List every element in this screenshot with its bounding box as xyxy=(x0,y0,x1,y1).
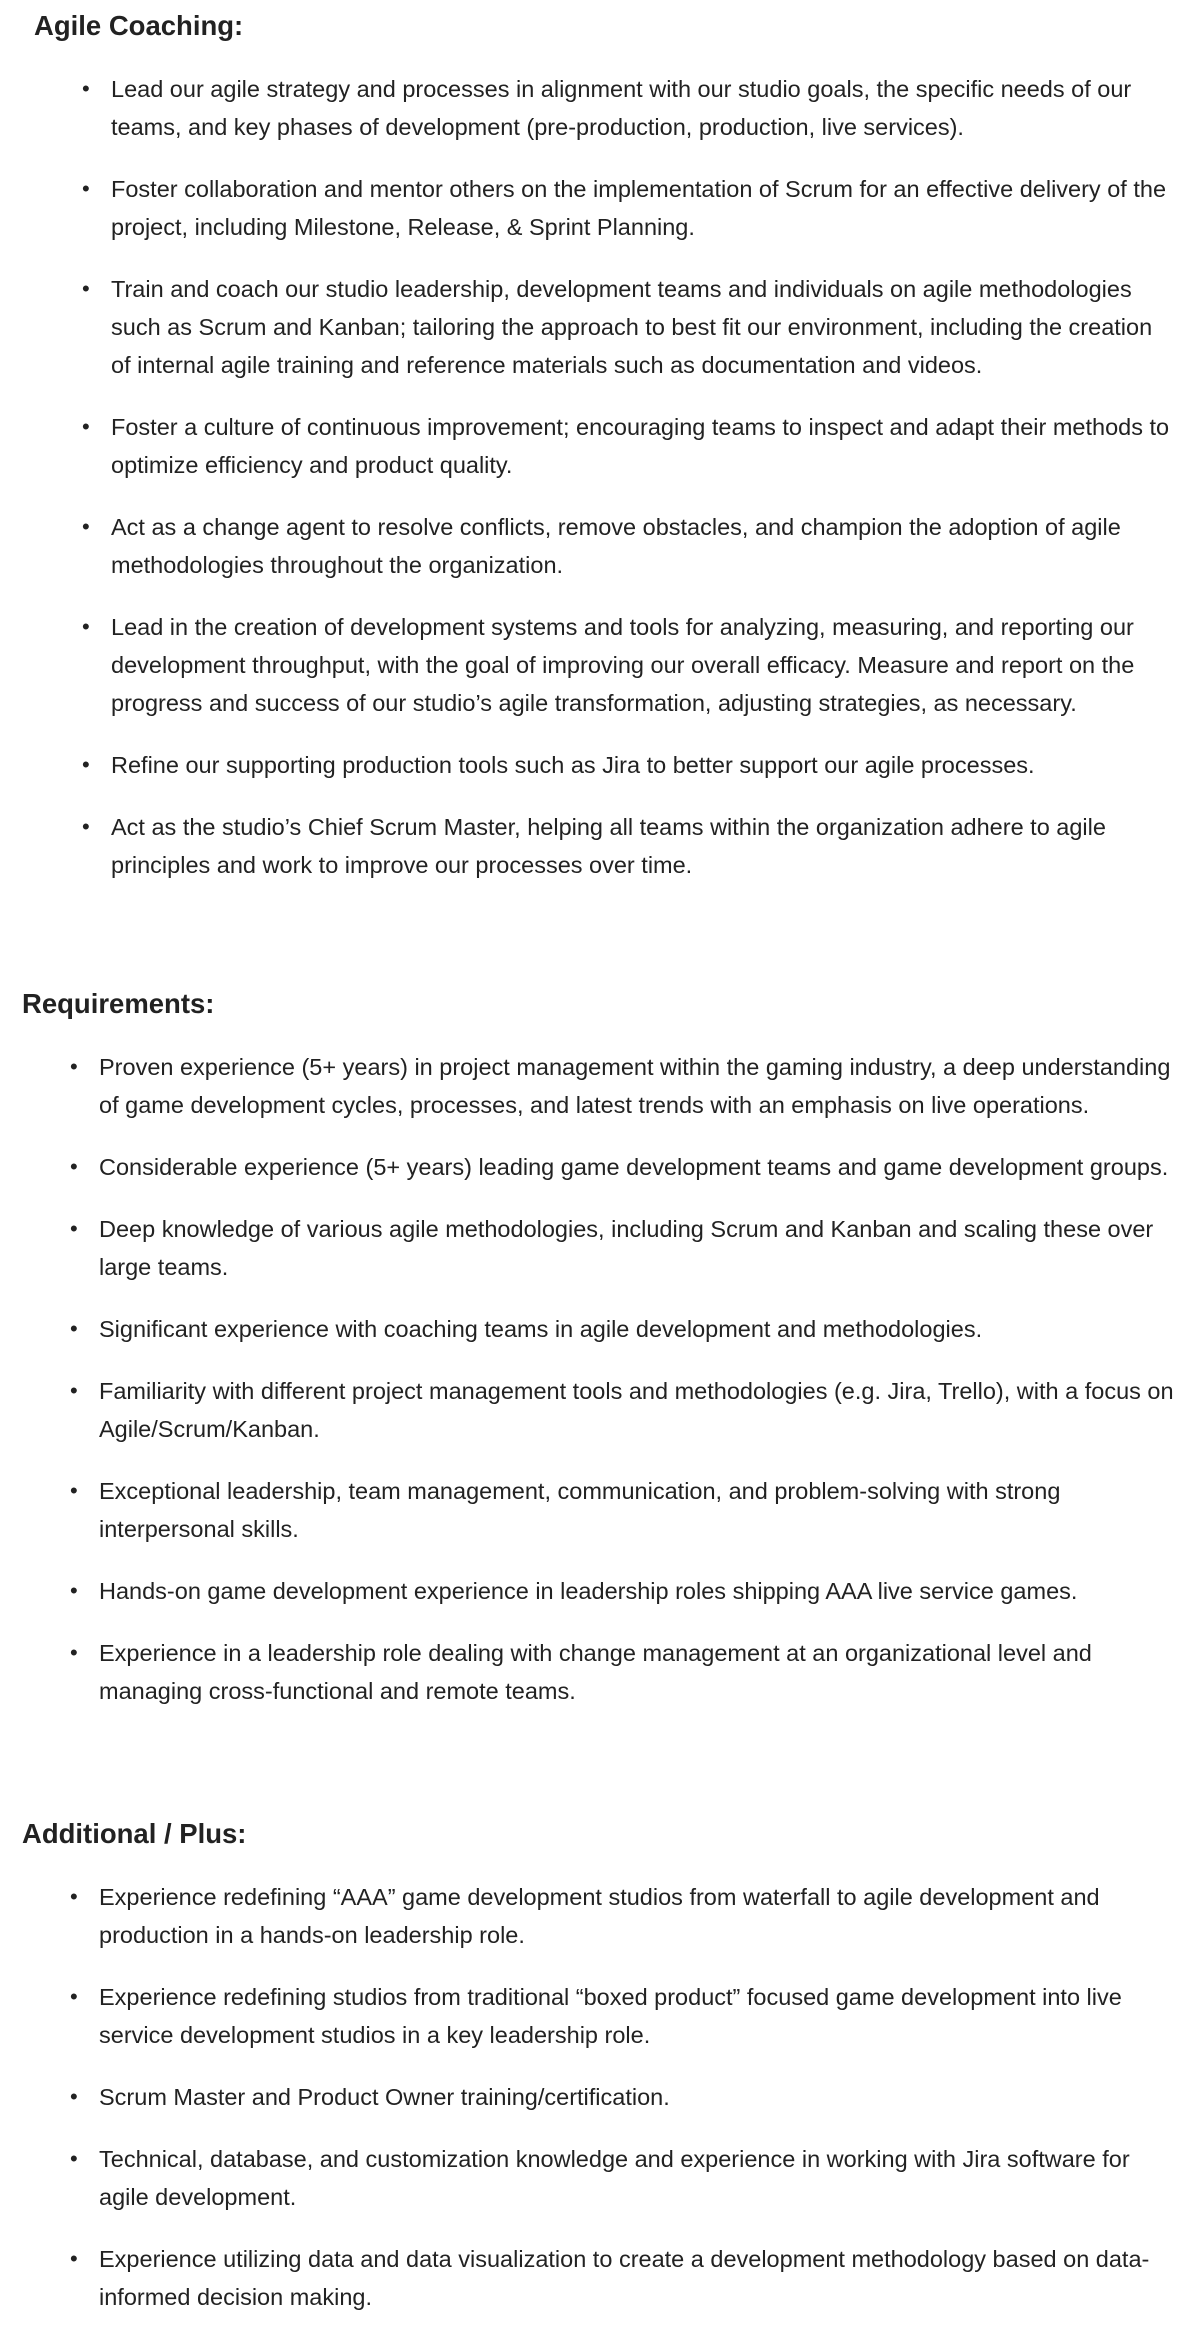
list-item-text: Proven experience (5+ years) in project management within the gaming industry, a deep understanding of game development cycles, processes, and latest trends with an emphasis on live operations. xyxy=(99,1054,1171,1118)
list-item-text: Experience redefining “AAA” game development studios from waterfall to agile development and production in a hands-on leadership role. xyxy=(99,1884,1100,1948)
bullet-icon: • xyxy=(70,1640,78,1665)
list-item-text: Considerable experience (5+ years) leading game development teams and game development groups. xyxy=(99,1154,1169,1180)
list-item xyxy=(70,1310,1177,1348)
list-item-text: Lead our agile strategy and processes in alignment with our studio goals, the specific needs of our teams, and key phases of development (pre-production, production, live services). xyxy=(111,76,1132,140)
list-item xyxy=(82,746,1177,784)
list-item-text: Familiarity with different project management tools and methodologies (e.g. Jira, Trello), with a focus on Agile/Scrum/Kanban. xyxy=(99,1378,1174,1442)
list-item xyxy=(70,1634,1177,1710)
bullet-icon: • xyxy=(70,1154,78,1179)
list-item-text: Experience in a leadership role dealing with change management at an organizational level and managing cross-functional and remote teams. xyxy=(99,1640,1092,1704)
bullet-icon: • xyxy=(70,1216,78,1241)
bullet-icon: • xyxy=(70,1054,78,1079)
list-item xyxy=(70,1210,1177,1286)
bullet-icon: • xyxy=(82,514,90,539)
bullet-icon: • xyxy=(82,614,90,639)
section-heading-requirements: Requirements: xyxy=(22,988,215,1019)
list-item xyxy=(70,1048,1177,1124)
list-item-text: Experience utilizing data and data visualization to create a development methodology based on data-informed decision making. xyxy=(99,2246,1150,2310)
bullet-icon: • xyxy=(70,1316,78,1341)
bullet-icon: • xyxy=(82,276,90,301)
list-item-text: Hands-on game development experience in leadership roles shipping AAA live service games. xyxy=(99,1578,1078,1604)
section-heading-agile-coaching: Agile Coaching: xyxy=(34,10,244,41)
list-item-text: Technical, database, and customization knowledge and experience in working with Jira software for agile development. xyxy=(99,2146,1130,2210)
list-item-text: Exceptional leadership, team management, communication, and problem-solving with strong interpersonal skills. xyxy=(99,1478,1061,1542)
requirements-list xyxy=(70,1048,1177,1734)
list-item xyxy=(82,170,1177,246)
bullet-icon: • xyxy=(70,2246,78,2271)
list-item xyxy=(82,508,1177,584)
bullet-icon: • xyxy=(82,414,90,439)
list-item-text: Foster collaboration and mentor others on the implementation of Scrum for an effective delivery of the project, including Milestone, Release, & Sprint Planning. xyxy=(111,176,1167,240)
list-item-text: Experience redefining studios from traditional “boxed product” focused game development into live service development studios in a key leadership role. xyxy=(99,1984,1122,2048)
list-item-text: Foster a culture of continuous improvement; encouraging teams to inspect and adapt their methods to optimize efficiency and product quality. xyxy=(111,414,1170,478)
list-item xyxy=(82,408,1177,484)
bullet-icon: • xyxy=(70,1578,78,1603)
list-item xyxy=(82,70,1177,146)
list-item xyxy=(82,608,1177,722)
bullet-icon: • xyxy=(70,1984,78,2009)
bullet-icon: • xyxy=(82,752,90,777)
list-item xyxy=(70,2078,1177,2116)
list-item xyxy=(70,1878,1177,1954)
list-item xyxy=(70,1978,1177,2054)
list-item-text: Lead in the creation of development systems and tools for analyzing, measuring, and reporting our development throughput, with the goal of improving our overall efficacy. Measure and report on the progress and success of our studio’s agile transformation, adjusting strategies, as necessary. xyxy=(111,614,1135,716)
list-item-text: Deep knowledge of various agile methodologies, including Scrum and Kanban and scaling these over large teams. xyxy=(99,1216,1154,1280)
bullet-icon: • xyxy=(70,2146,78,2171)
list-item-text: Scrum Master and Product Owner training/certification. xyxy=(99,2084,670,2110)
bullet-icon: • xyxy=(70,1378,78,1403)
list-item xyxy=(82,270,1177,384)
bullet-icon: • xyxy=(70,2084,78,2109)
list-item-text: Act as a change agent to resolve conflicts, remove obstacles, and champion the adoption of agile methodologies throughout the organization. xyxy=(111,514,1121,578)
list-item xyxy=(70,1372,1177,1448)
list-item-text: Act as the studio’s Chief Scrum Master, helping all teams within the organization adhere to agile principles and work to improve our processes over time. xyxy=(111,814,1106,878)
bullet-icon: • xyxy=(82,176,90,201)
agile-coaching-list xyxy=(82,70,1177,908)
bullet-icon: • xyxy=(70,1884,78,1909)
list-item xyxy=(70,2240,1177,2316)
list-item xyxy=(82,808,1177,884)
section-heading-additional-plus: Additional / Plus: xyxy=(22,1818,247,1849)
list-item xyxy=(70,1148,1177,1186)
list-item-text: Train and coach our studio leadership, development teams and individuals on agile methodologies such as Scrum and Kanban; tailoring the approach to best fit our environment, including the creation of internal agile training and reference materials such as documentation and videos. xyxy=(111,276,1153,378)
bullet-icon: • xyxy=(82,76,90,101)
bullet-icon: • xyxy=(82,814,90,839)
bullet-icon: • xyxy=(70,1478,78,1503)
list-item xyxy=(70,1472,1177,1548)
list-item xyxy=(70,2140,1177,2216)
list-item-text: Refine our supporting production tools such as Jira to better support our agile processes. xyxy=(111,752,1035,778)
list-item-text: Significant experience with coaching teams in agile development and methodologies. xyxy=(99,1316,983,1342)
additional-plus-list xyxy=(70,1878,1177,2340)
list-item xyxy=(70,1572,1177,1610)
